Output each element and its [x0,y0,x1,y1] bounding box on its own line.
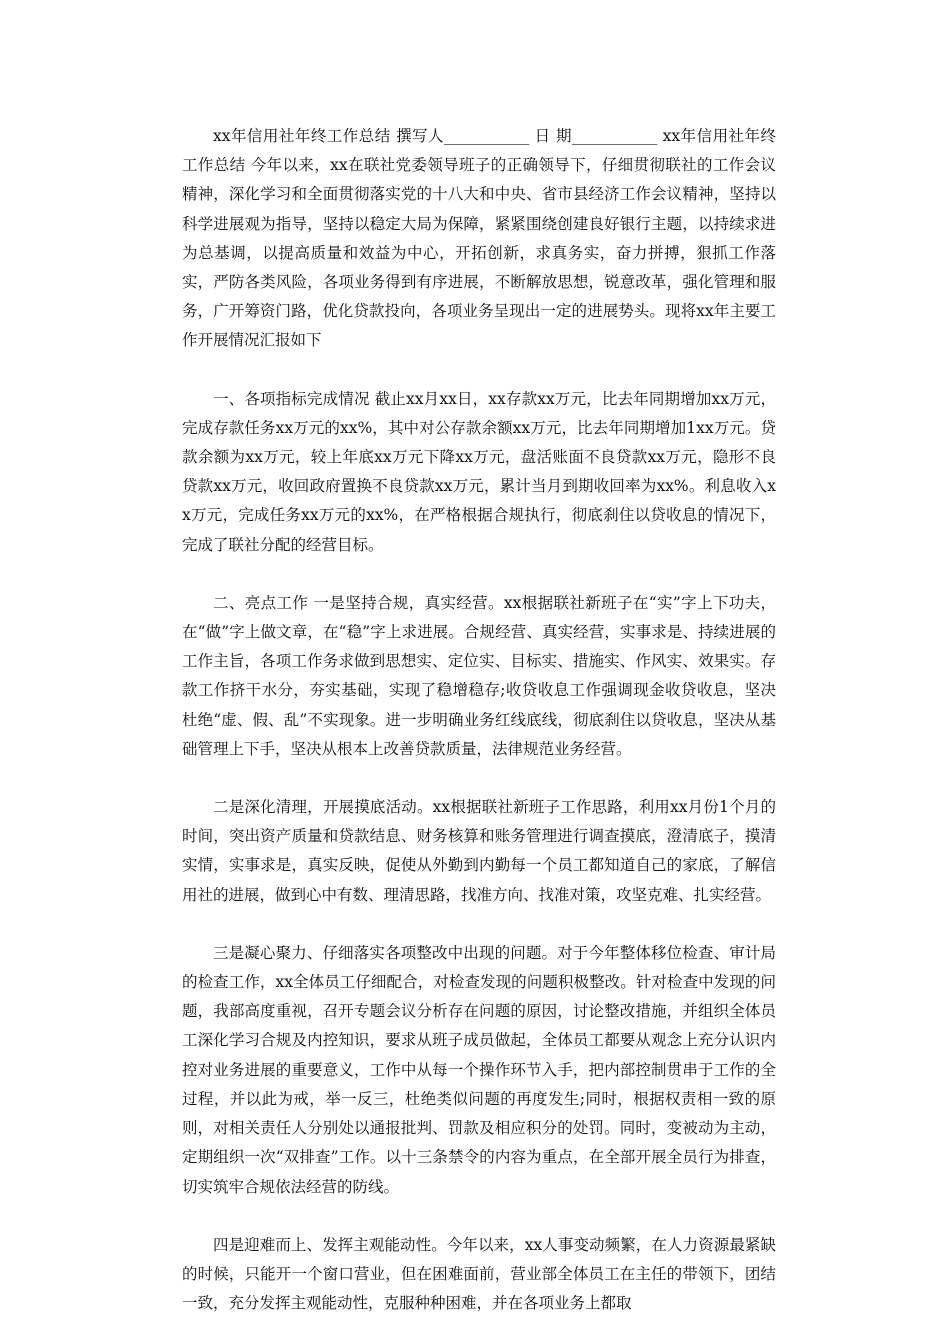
rectification-paragraph: 三是凝心聚力、仔细落实各项整改中出现的问题。对于今年整体移位检查、审计局的检查工作，xx全体员工仔细配合，对检查发现的问题积极整改。针对检查中发现的问题，我部高度重视，召开专题会议分析存在问题的原因，讨论整改措施，并组织全体员工深化学习合规及内控知识，要求从班子成员做起，全体员工都要从观念上充分认识内控对业务进展的重要意义，工作中从每一个操作环节入手，把内部控制贯串于工作的全过程，并以此为戒，举一反三，杜绝类似问题的再度发生;同时，根据权责相一致的原则，对相关责任人分别处以通报批判、罚款及相应积分的处罚。同时，变被动为主动，定期组织一次“双排查”工作。以十三条禁令的内容为重点，在全部开展全员行为排查，切实筑牢合规依法经营的防线。 [182,943,776,1196]
intro-paragraph: xx年信用社年终工作总结 撰写人___________ 日 期___________ xx年信用社年终工作总结 今年以来，xx在联社党委领导班子的正确领导下，仔细贯彻联社的工作会议精神，深化学习和全面贯彻落实党的十八大和中央、省市县经济工作会议精神，坚持以科学进展观为指导，坚持以稳定大局为保障，紧紧围绕创建良好银行主题，以持续求进为总基调，以提高质量和效益为中心，开拓创新，求真务实，奋力拼搏，狠抓工作落实，严防各类风险，各项业务得到有序进展，不断解放思想，锐意改革，强化管理和服务，广开筹资门路，优化贷款投向，各项业务呈现出一定的进展势头。现将xx年主要工作开展情况汇报如下 [182,127,776,350]
document-body [182,122,776,1318]
cleanup-paragraph: 二是深化清理，开展摸底活动。xx根据联社新班子工作思路，利用xx月份1个月的时间，突出资产质量和贷款结息、财务核算和账务管理进行调查摸底，澄清底子，摸清实情，实事求是，真实反映，促使从外勤到内勤每一个员工都知道自己的家底，了解信用社的进展，做到心中有数、理清思路，找准方向、找准对策，攻坚克难、扎实经营。 [182,798,776,904]
initiative-paragraph: 四是迎难而上、发挥主观能动性。今年以来，xx人事变动频繁，在人力资源最紧缺的时候，只能开一个窗口营业，但在困难面前，营业部全体员工在主任的带领下，团结一致，充分发挥主观能动性，克服种种困难，并在各项业务上都取 [182,1235,776,1313]
indicators-paragraph: 一、各项指标完成情况 截止xx月xx日，xx存款xx万元，比去年同期增加xx万元，完成存款任务xx万元的xx%，其中对公存款余额xx万元，比去年同期增加1xx万元。贷款余额为xx万元，较上年底xx万元下降xx万元，盘活账面不良贷款xx万元，隐形不良贷款xx万元，收回政府置换不良贷款xx万元，累计当月到期收回率为xx%。利息收入xx万元，完成任务xx万元的xx%，在严格根据合规执行，彻底刹住以贷收息的情况下，完成了联社分配的经营目标。 [182,389,776,554]
highlights-paragraph: 二、亮点工作 一是坚持合规，真实经营。xx根据联社新班子在“实”字上下功夫，在“做”字上做文章，在“稳”字上求进展。合规经营、真实经营，实事求是、持续进展的工作主旨，各项工作务求做到思想实、定位实、目标实、措施实、作风实、效果实。存款工作挤干水分，夯实基础，实现了稳增稳存;收贷收息工作强调现金收贷收息，坚决杜绝“虚、假、乱”不实现象。进一步明确业务红线底线，彻底刹住以贷收息，坚决从基础管理上下手，坚决从根本上改善贷款质量，法律规范业务经营。 [182,593,776,758]
